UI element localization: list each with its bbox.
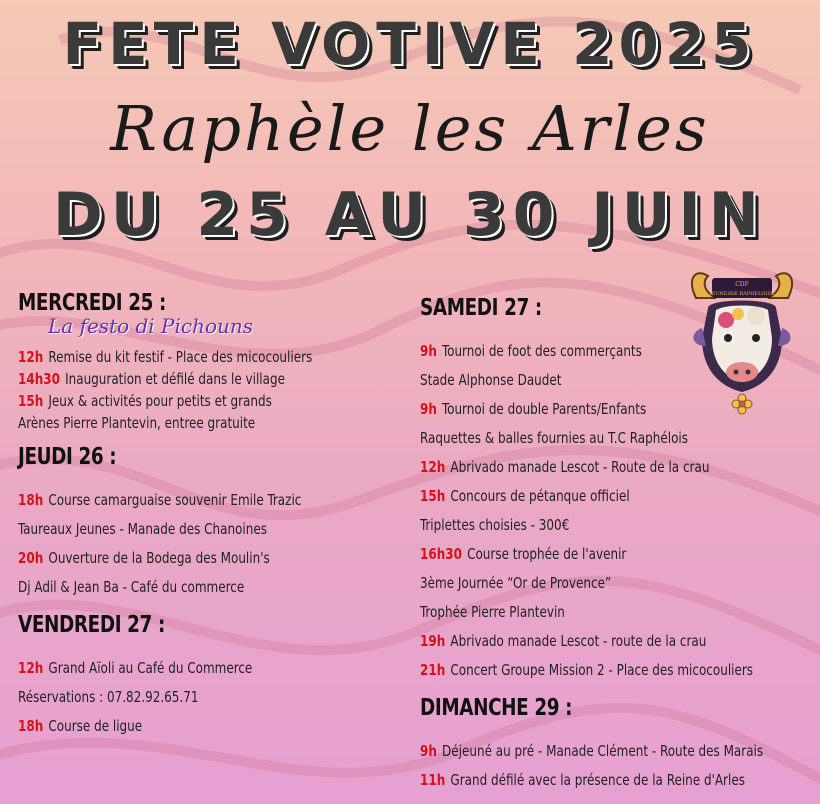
event-line <box>420 395 760 424</box>
event-text: Arènes Pierre Plantevin, entree gratuite <box>18 414 256 432</box>
event-time: 12h <box>420 458 446 476</box>
day-heading: SAMEDI 27 : <box>420 295 542 321</box>
event-line <box>420 511 760 540</box>
event-line <box>420 737 764 766</box>
event-line <box>18 654 345 683</box>
day-heading: JEUDI 26 : <box>18 444 117 470</box>
town-name: Raphèle les Arles <box>110 92 710 165</box>
event-text: Grand défilé avec la présence de la Reine d'Arles <box>450 771 745 789</box>
event-text: Grand Aïoli au Café du Commerce <box>48 659 253 677</box>
event-line <box>420 482 760 511</box>
event-text: Abrivado manade Lescot - Route de la crau <box>450 458 710 476</box>
event-text: Course camarguaise souvenir Emile Trazic <box>48 491 302 509</box>
event-line <box>420 453 760 482</box>
event-text: Taureaux Jeunes - Manade des Chanoines <box>18 520 267 538</box>
event-time: 21h <box>420 661 446 679</box>
day-block-vendredi <box>18 612 398 741</box>
event-text: Tournoi de foot des commerçants <box>442 342 642 360</box>
left-program-column <box>18 290 398 741</box>
event-text: Trophée Pierre Plantevin <box>420 603 565 621</box>
event-line <box>420 569 760 598</box>
event-line <box>420 424 760 453</box>
event-time: 14h30 <box>18 370 60 388</box>
event-text: Dj Adil & Jean Ba - Café du commerce <box>18 578 245 596</box>
day-block-samedi <box>420 295 815 685</box>
event-text: Course trophée de l'avenir <box>467 545 627 563</box>
event-text: Abrivado manade Lescot - route de la crau <box>450 632 707 650</box>
day-block-jeudi <box>18 444 398 602</box>
event-text: Déjeuné au pré - Manade Clément - Route des Marais <box>442 742 764 760</box>
event-time: 11h <box>420 771 446 789</box>
day-block-mercredi <box>18 290 398 434</box>
event-line <box>420 627 760 656</box>
event-time: 9h <box>420 400 437 418</box>
event-time: 12h <box>18 348 44 366</box>
event-time: 16h30 <box>420 545 462 563</box>
event-line <box>18 390 345 412</box>
event-line <box>420 598 760 627</box>
day-heading: DIMANCHE 29 : <box>420 695 573 721</box>
day-block-dimanche <box>420 695 815 795</box>
event-line <box>18 683 345 712</box>
event-title: FETE VOTIVE 2025 <box>62 10 758 78</box>
day-tagline: La festo di Pichouns <box>48 314 254 338</box>
event-text: Tournoi de double Parents/Enfants <box>442 400 647 418</box>
event-text: Course de ligue <box>48 717 143 735</box>
event-time: 18h <box>18 717 44 735</box>
event-time: 20h <box>18 549 44 567</box>
event-text: Concert Groupe Mission 2 - Place des micocouliers <box>450 661 754 679</box>
event-time: 15h <box>420 487 446 505</box>
event-line <box>18 368 345 390</box>
event-line <box>420 540 760 569</box>
event-text: Remise du kit festif - Place des micocouliers <box>48 348 313 366</box>
event-line <box>18 544 345 573</box>
event-line <box>18 412 345 434</box>
event-text: Triplettes choisies - 300€ <box>420 516 570 534</box>
event-dates: DU 25 AU 30 JUIN <box>53 180 767 250</box>
event-text: Raquettes & balles fournies au T.C Raphélois <box>420 429 688 447</box>
event-time: 19h <box>420 632 446 650</box>
event-text: Ouverture de la Bodega des Moulin's <box>48 549 270 567</box>
event-time: 15h <box>18 392 44 410</box>
event-text: 3ème Journée “Or de Provence” <box>420 574 612 592</box>
day-heading: VENDREDI 27 : <box>18 612 165 638</box>
event-time: 18h <box>18 491 44 509</box>
event-line <box>420 766 760 795</box>
right-program-column <box>420 295 815 795</box>
event-line <box>420 366 760 395</box>
event-line <box>18 515 345 544</box>
event-line <box>18 712 345 741</box>
event-time: 9h <box>420 742 437 760</box>
event-time: 12h <box>18 659 44 677</box>
event-line <box>18 573 345 602</box>
logo-top-text: CDF <box>735 281 749 288</box>
event-text: Jeux & activités pour petits et grands <box>48 392 272 410</box>
event-text: Réservations : 07.82.92.65.71 <box>18 688 199 706</box>
logo-banner-text: JEUNESSE RAPHELOISE <box>709 291 775 297</box>
event-line <box>420 656 760 685</box>
event-line <box>18 346 345 368</box>
event-line <box>420 337 760 366</box>
day-heading: MERCREDI 25 : <box>18 290 166 316</box>
event-text: Concours de pétanque officiel <box>450 487 630 505</box>
event-text: Stade Alphonse Daudet <box>420 371 562 389</box>
event-line <box>18 486 345 515</box>
event-text: Inauguration et défilé dans le village <box>65 370 285 388</box>
event-time: 9h <box>420 342 437 360</box>
